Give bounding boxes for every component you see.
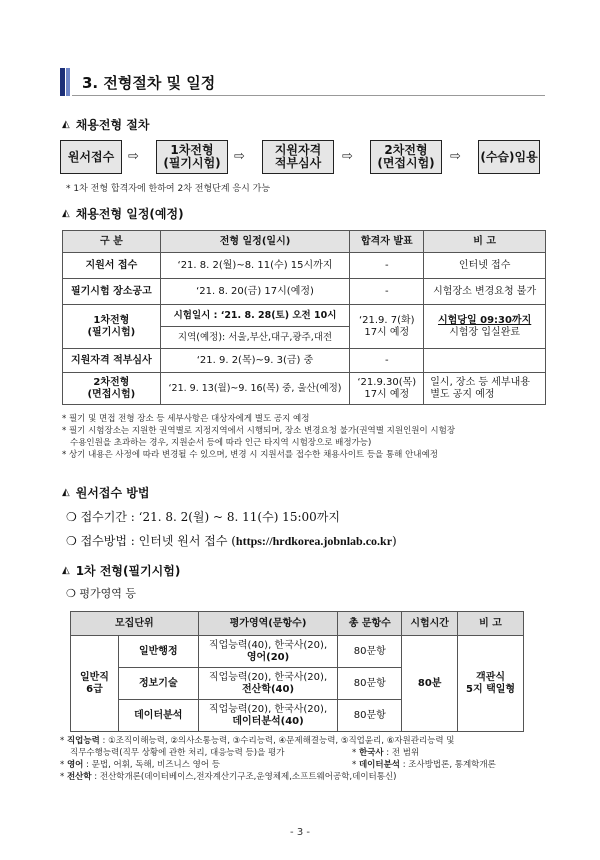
exam-count: 80문항 [338, 636, 402, 668]
exam-count: 80문항 [338, 668, 402, 700]
flow-step: 1차전형 (필기시험) [156, 140, 228, 174]
table-header-row [63, 231, 546, 253]
exam-unit: 정보기술 [118, 668, 198, 700]
apply-period: 접수기간 : ‘21. 8. 2(월) ~ 8. 11(수) 15:00까지 [80, 510, 340, 524]
apply-method-line [66, 532, 397, 549]
exam-note: * 영어 : 문법, 어휘, 독해, 비즈니스 영어 등 * 데이터분석 : 조사방법론, 통계학개론 [60, 760, 496, 770]
row-category: 2차전형 (면접시험) [63, 373, 161, 405]
circle-bullet-icon: ❍ [66, 534, 77, 548]
column-header: 평가영역(문항수) [198, 612, 338, 636]
triangle-bullet-icon: ◭ [62, 487, 70, 498]
exam-area [198, 668, 338, 700]
table-header-row [71, 612, 524, 636]
procedure-note: * 1차 전형 합격자에 한하여 2차 전형단계 응시 가능 [66, 184, 271, 194]
row-category: 지원서 접수 [63, 253, 161, 279]
schedule-notes [62, 413, 546, 461]
exam-note: * 전산학 : 전산학개론(데이터베이스,전자계산기구조,운영체제,소프트웨어공학,데이터통신) [60, 772, 397, 782]
row-result: - [350, 279, 424, 305]
exam-time: 80분 [402, 636, 458, 732]
exam-area-major: 데이터분석(40) [232, 715, 304, 727]
exam-notes [60, 735, 550, 783]
column-header: 비 고 [424, 231, 546, 253]
flow-arrow-icon: ⇨ [342, 149, 353, 164]
row-result: ‘21.9.30(목) 17시 예정 [350, 373, 424, 405]
flow-arrow-icon: ⇨ [128, 149, 139, 164]
row-date-exam: 시험일시 : ‘21. 8. 28(토) 오전 10시 [160, 305, 350, 327]
row-category: 1차전형 (필기시험) [63, 305, 161, 349]
triangle-bullet-icon: ◭ [62, 208, 70, 219]
exam-note-text: : ①조직이해능력, ②의사소통능력, ③수리능력, ④문제해결능력, ⑤직업윤리, ⑥자원관리능력 및 [99, 736, 455, 746]
exam-remark: 객관식 5지 택일형 [458, 636, 524, 732]
title-underline [72, 95, 545, 96]
exam-note-text: : 문법, 어휘, 독해, 비즈니스 영어 등 [83, 760, 221, 770]
flow-step: 원서접수 [60, 140, 122, 174]
table-row [63, 279, 546, 305]
exam-area-text: 직업능력(20), 한국사(20), [208, 671, 328, 683]
exam-table [70, 611, 524, 732]
row-result: - [350, 253, 424, 279]
apply-site-link[interactable]: https://hrdkorea.jobnlab.co.kr [235, 534, 393, 548]
exam-note: * 직업능력 : ①조직이해능력, ②의사소통능력, ③수리능력, ④문제해결능력, ⑤직업윤리, ⑥자원관리능력 및 [60, 736, 455, 746]
exam-group: 일반직 6급 [71, 636, 119, 732]
row-note [424, 305, 546, 349]
row-date-region: 지역(예정): 서울,부산,대구,광주,대전 [160, 327, 350, 349]
circle-bullet-icon: ❍ [66, 510, 77, 524]
exam-area-major: 영어(20) [246, 651, 290, 663]
schedule-note: * 상기 내용은 사정에 따라 변경될 수 있으며, 변경 시 지원서를 접수한 채용사이트 등을 통해 안내예정 [62, 450, 438, 460]
exam-note-label: 데이터분석 [358, 760, 401, 770]
exam-arrival-note: 시험장 입실완료 [449, 326, 521, 338]
exam-count: 80문항 [338, 700, 402, 732]
procedure-flow [60, 140, 545, 178]
schedule-note: 수용인원을 초과하는 경우, 지원순서 등에 따라 인근 타지역 시험장으로 배정가능) [70, 438, 372, 448]
row-note: 시험장소 변경요청 불가 [424, 279, 546, 305]
exam-arrival-time: 시험당일 09:30까지 [437, 314, 532, 326]
flow-step: 지원자격 적부심사 [262, 140, 334, 174]
apply-method-prefix: 접수방법 : 인터넷 원서 접수 ( [80, 534, 236, 548]
title-accent-bar-dark [60, 68, 65, 96]
apply-method-suffix: ) [392, 534, 397, 548]
row-result: - [350, 349, 424, 373]
exam-note-label: 영어 [66, 760, 84, 770]
apply-period-line [66, 508, 340, 525]
procedure-heading-text: 채용전형 절차 [75, 118, 150, 132]
column-header: 시험시간 [402, 612, 458, 636]
column-header: 합격자 발표 [350, 231, 424, 253]
row-category: 지원자격 적부심사 [63, 349, 161, 373]
procedure-heading [62, 116, 149, 133]
section-title: 3. 전형절차 및 일정 [82, 74, 216, 92]
triangle-bullet-icon: ◭ [62, 565, 70, 576]
table-row [71, 636, 524, 668]
table-row [63, 349, 546, 373]
exam-heading-text: 1차 전형(필기시험) [75, 564, 181, 578]
column-header: 비 고 [458, 612, 524, 636]
exam-note-text: 직무수행능력(직무 상황에 관한 처리, 대응능력 등)을 평가 [70, 748, 285, 758]
column-header: 전형 일정(일시) [160, 231, 350, 253]
row-note [424, 349, 546, 373]
section-title-block [60, 68, 545, 96]
row-date: ‘21. 8. 2(월)~8. 11(수) 15시까지 [160, 253, 350, 279]
schedule-note: * 필기 및 면접 전형 장소 등 세부사항은 대상자에게 별도 공지 예정 [62, 414, 310, 424]
title-accent-bar-light [66, 68, 70, 96]
apply-heading-text: 원서접수 방법 [75, 486, 150, 500]
exam-note-label: 직업능력 [66, 736, 100, 746]
flow-arrow-icon: ⇨ [234, 149, 245, 164]
exam-note-text: : 조사방법론, 통계학개론 [400, 760, 496, 770]
exam-note-text: : 전 범위 [383, 748, 420, 758]
circle-bullet-icon: ❍ [66, 587, 76, 600]
exam-area-major: 전산학(40) [242, 683, 295, 695]
exam-sub-line [66, 585, 136, 601]
schedule-heading [62, 205, 184, 222]
column-header: 모집단위 [71, 612, 199, 636]
row-date: ‘21. 9. 2(목)~9. 3(금) 중 [160, 349, 350, 373]
exam-sub: 평가영역 등 [79, 587, 137, 600]
flow-step: 2차전형 (면접시험) [370, 140, 442, 174]
column-header: 총 문항수 [338, 612, 402, 636]
exam-area [198, 636, 338, 668]
exam-note-text: : 전산학개론(데이터베이스,전자계산기구조,운영체제,소프트웨어공학,데이터통신) [91, 772, 397, 782]
row-category: 필기시험 장소공고 [63, 279, 161, 305]
page-number: - 3 - [290, 827, 310, 838]
row-result: ‘21.9. 7(화) 17시 예정 [350, 305, 424, 349]
schedule-heading-text: 채용전형 일정(예정) [75, 207, 184, 221]
column-header: 구 분 [63, 231, 161, 253]
row-note: 일시, 장소 등 세부내용 별도 공지 예정 [424, 373, 546, 405]
exam-note-label: 한국사 [358, 748, 384, 758]
row-date: ‘21. 9. 13(월)~9. 16(목) 중, 울산(예정) [160, 373, 350, 405]
exam-heading [62, 562, 180, 579]
table-row [63, 373, 546, 405]
flow-arrow-icon: ⇨ [450, 149, 461, 164]
exam-unit: 데이터분석 [118, 700, 198, 732]
triangle-bullet-icon: ◭ [62, 119, 70, 130]
exam-note: 직무수행능력(직무 상황에 관한 처리, 대응능력 등)을 평가 * 한국사 : 전 범위 [70, 748, 420, 758]
schedule-table [62, 230, 546, 405]
apply-heading [62, 484, 149, 501]
table-row [63, 253, 546, 279]
exam-area-text: 직업능력(20), 한국사(20), [208, 703, 328, 715]
flow-step: (수습)임용 [478, 140, 540, 174]
row-date: ‘21. 8. 20(금) 17시(예정) [160, 279, 350, 305]
exam-unit: 일반행정 [118, 636, 198, 668]
schedule-note: * 필기 시험장소는 지원한 권역별로 지정지역에서 시행되며, 장소 변경요청 불가(권역별 지원인원이 시험장 [62, 426, 456, 436]
exam-area [198, 700, 338, 732]
exam-area-text: 직업능력(40), 한국사(20), [208, 639, 328, 651]
row-note: 인터넷 접수 [424, 253, 546, 279]
exam-note-label: 전산학 [66, 772, 92, 782]
table-row [63, 305, 546, 327]
